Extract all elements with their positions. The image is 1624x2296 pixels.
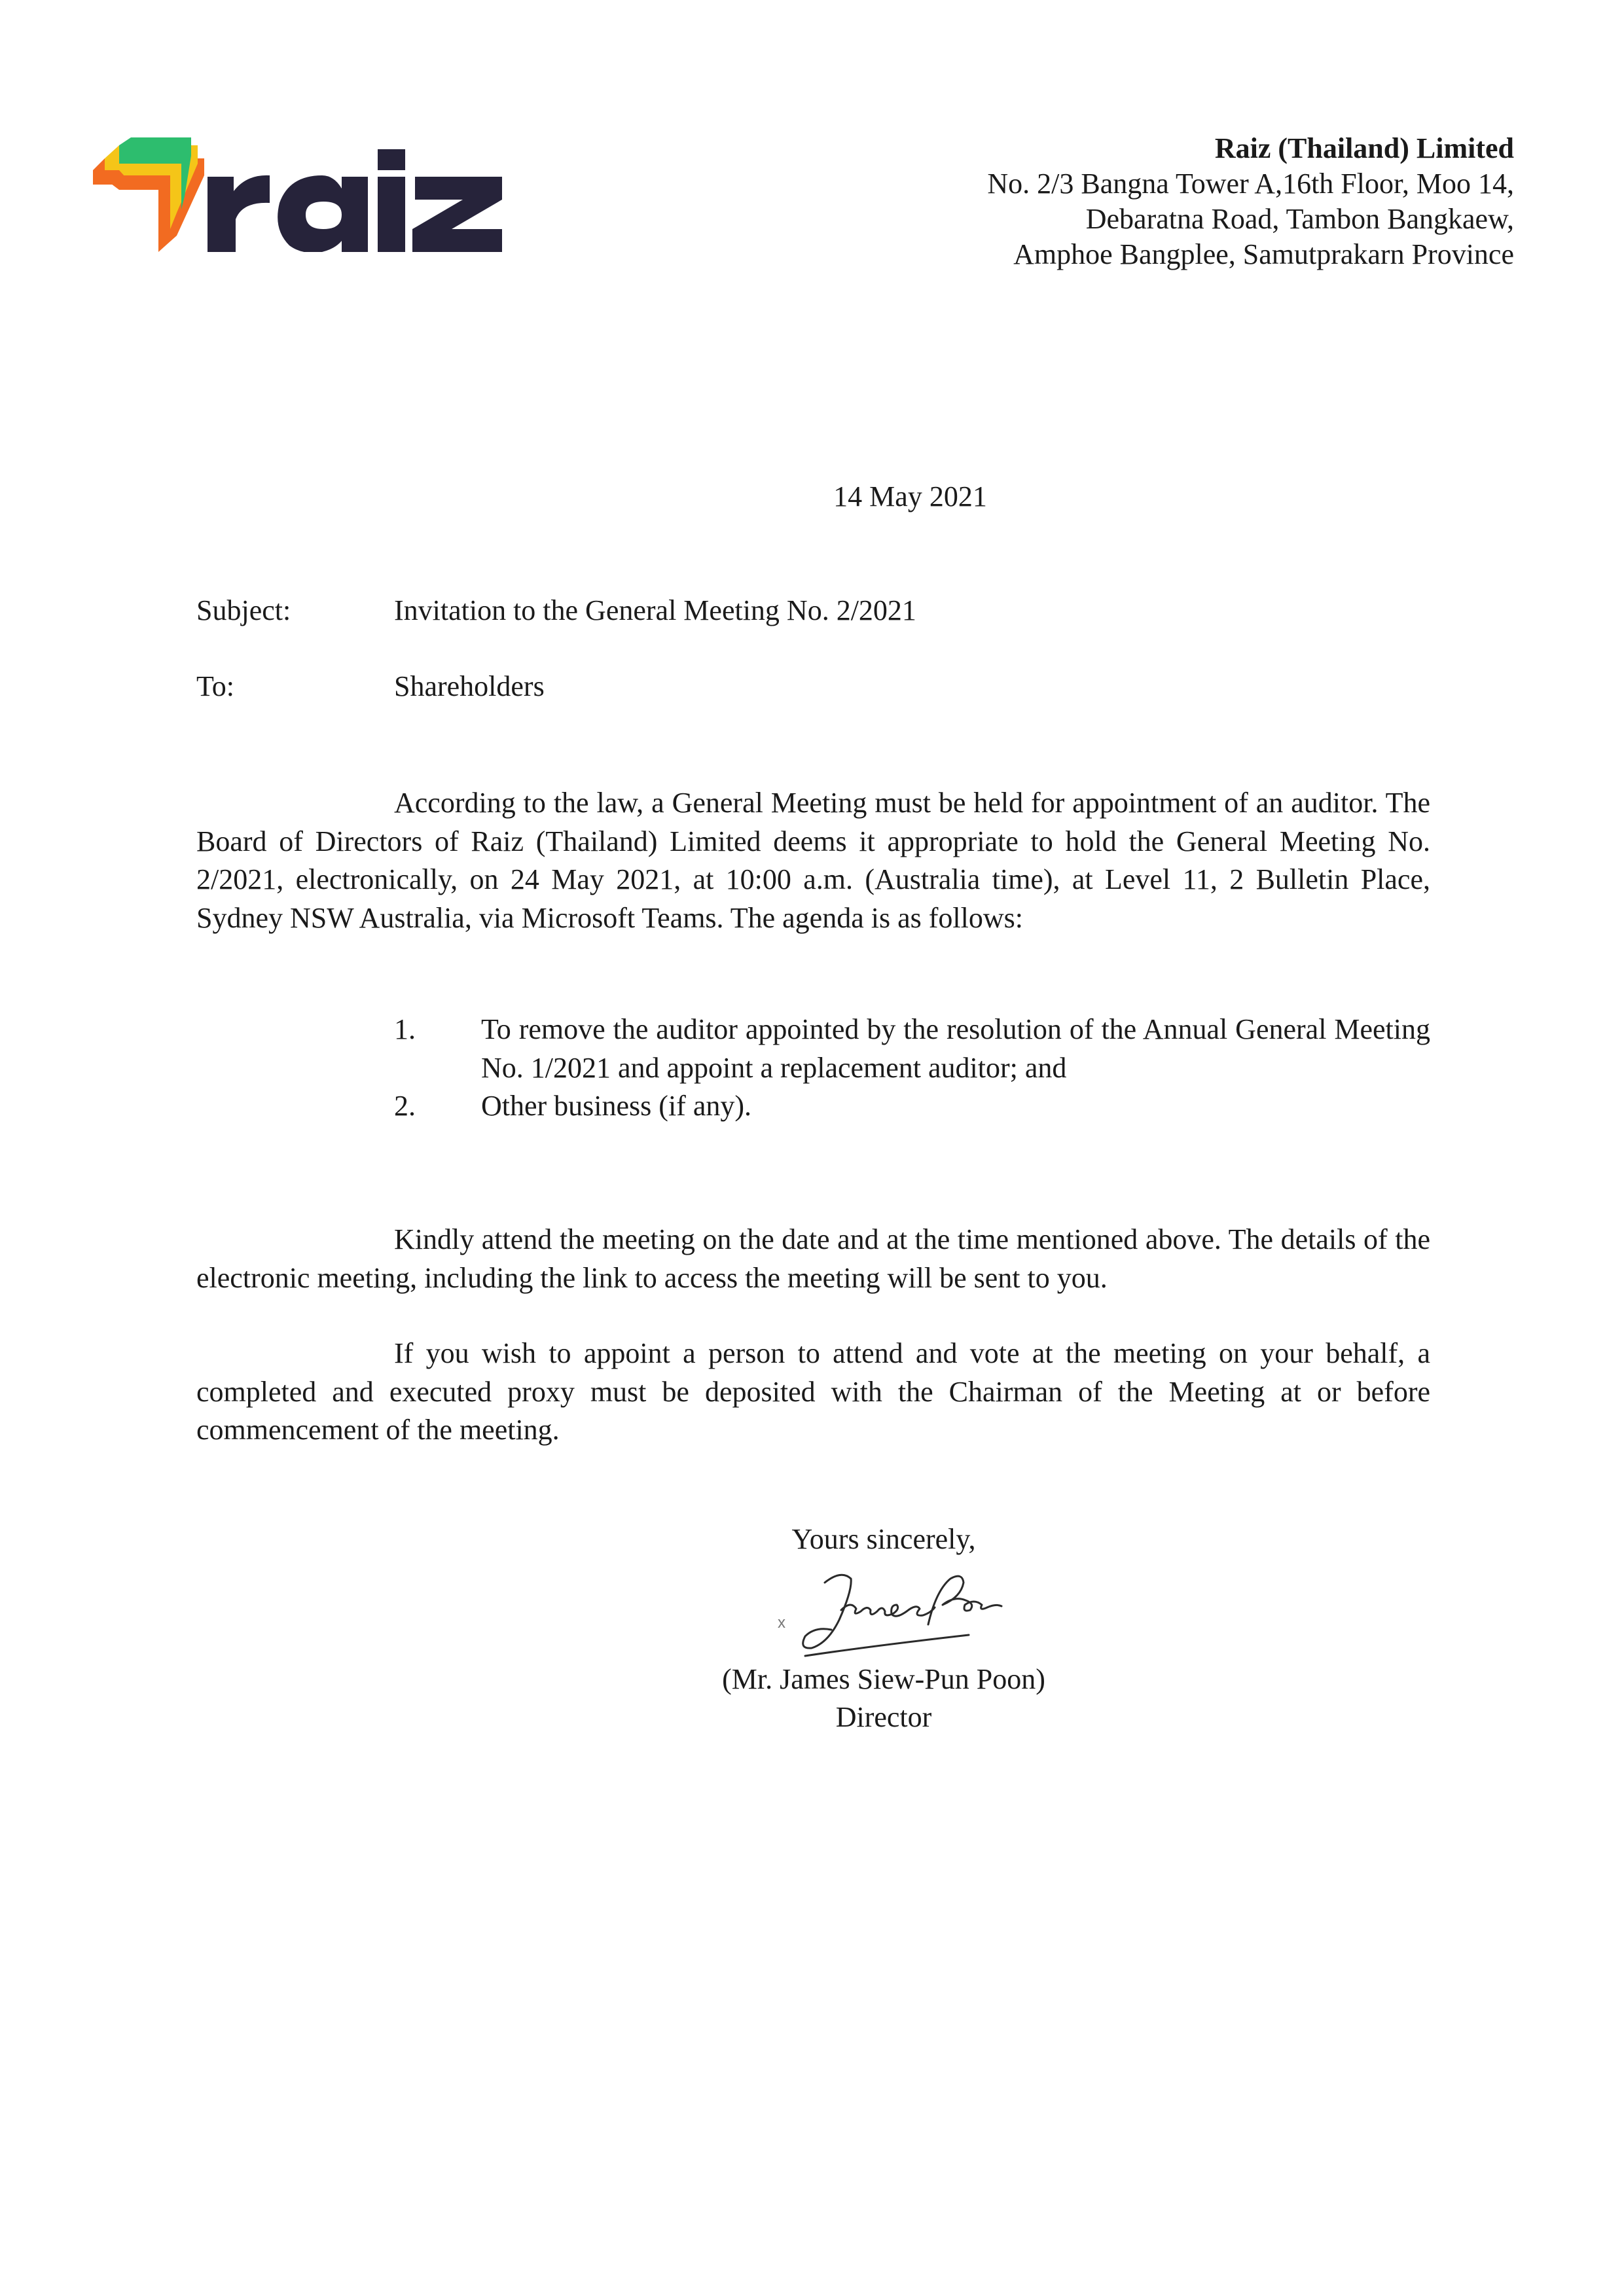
paragraph-text: If you wish to appoint a person to attend and vote at the meeting on your behalf, a completed and executed proxy must be deposited with the Chairman of the Meeting at or before commencement of the meeting. [196, 1337, 1430, 1446]
agenda-text: To remove the auditor appointed by the resolution of the Annual General Meeting No. 1/2021 and appoint a replacement auditor; and [481, 1013, 1430, 1084]
agenda-number: 1. [394, 1013, 416, 1045]
agenda-item [394, 1011, 1430, 1087]
paragraph-text: Kindly attend the meeting on the date and at the time mentioned above. The details of the electronic meeting, including the link to access the meeting will be sent to you. [196, 1223, 1430, 1294]
letter-date: 14 May 2021 [833, 480, 987, 512]
agenda-text: Other business (if any). [481, 1090, 752, 1122]
recipient-line [196, 669, 545, 704]
closing-salutation: Yours sincerely, [791, 1523, 976, 1555]
signer-block [681, 1660, 1087, 1736]
company-address-block [987, 131, 1514, 272]
agenda-list [394, 1011, 1430, 1126]
subject-text: Invitation to the General Meeting No. 2/2021 [394, 594, 916, 626]
recipient-label: To: [196, 670, 235, 702]
address-line: Amphoe Bangplee, Samutprakarn Province [1013, 238, 1514, 270]
signature-mark: x [778, 1614, 785, 1632]
company-name: Raiz (Thailand) Limited [1214, 132, 1514, 164]
raiz-logo [93, 137, 525, 252]
agenda-number: 2. [394, 1090, 416, 1122]
paragraph-text: According to the law, a General Meeting must be held for appointment of an auditor. The Board of Directors of Raiz (Thailand) Limited deems it appropriate to hold the General Meeting No. 2/2021, electronically, on 24 May 2021, at 10:00 a.m. (Australia time), at Level 11, 2 Bulletin Place, Sydney NSW Australia, via Microsoft Teams. The agenda is as follows: [196, 787, 1430, 934]
subject-label: Subject: [196, 594, 291, 626]
agenda-item [394, 1087, 1430, 1126]
subject-line [196, 593, 916, 628]
recipient-text: Shareholders [394, 670, 545, 702]
address-line: No. 2/3 Bangna Tower A,16th Floor, Moo 14, [987, 168, 1514, 200]
body-paragraph [196, 1221, 1430, 1297]
body-paragraph [196, 1335, 1430, 1450]
body-paragraph [196, 784, 1430, 937]
signer-title: Director [835, 1701, 932, 1733]
signer-name: (Mr. James Siew-Pun Poon) [722, 1663, 1045, 1695]
handwritten-signature [779, 1564, 1015, 1662]
address-line: Debaratna Road, Tambon Bangkaew, [1085, 203, 1514, 235]
